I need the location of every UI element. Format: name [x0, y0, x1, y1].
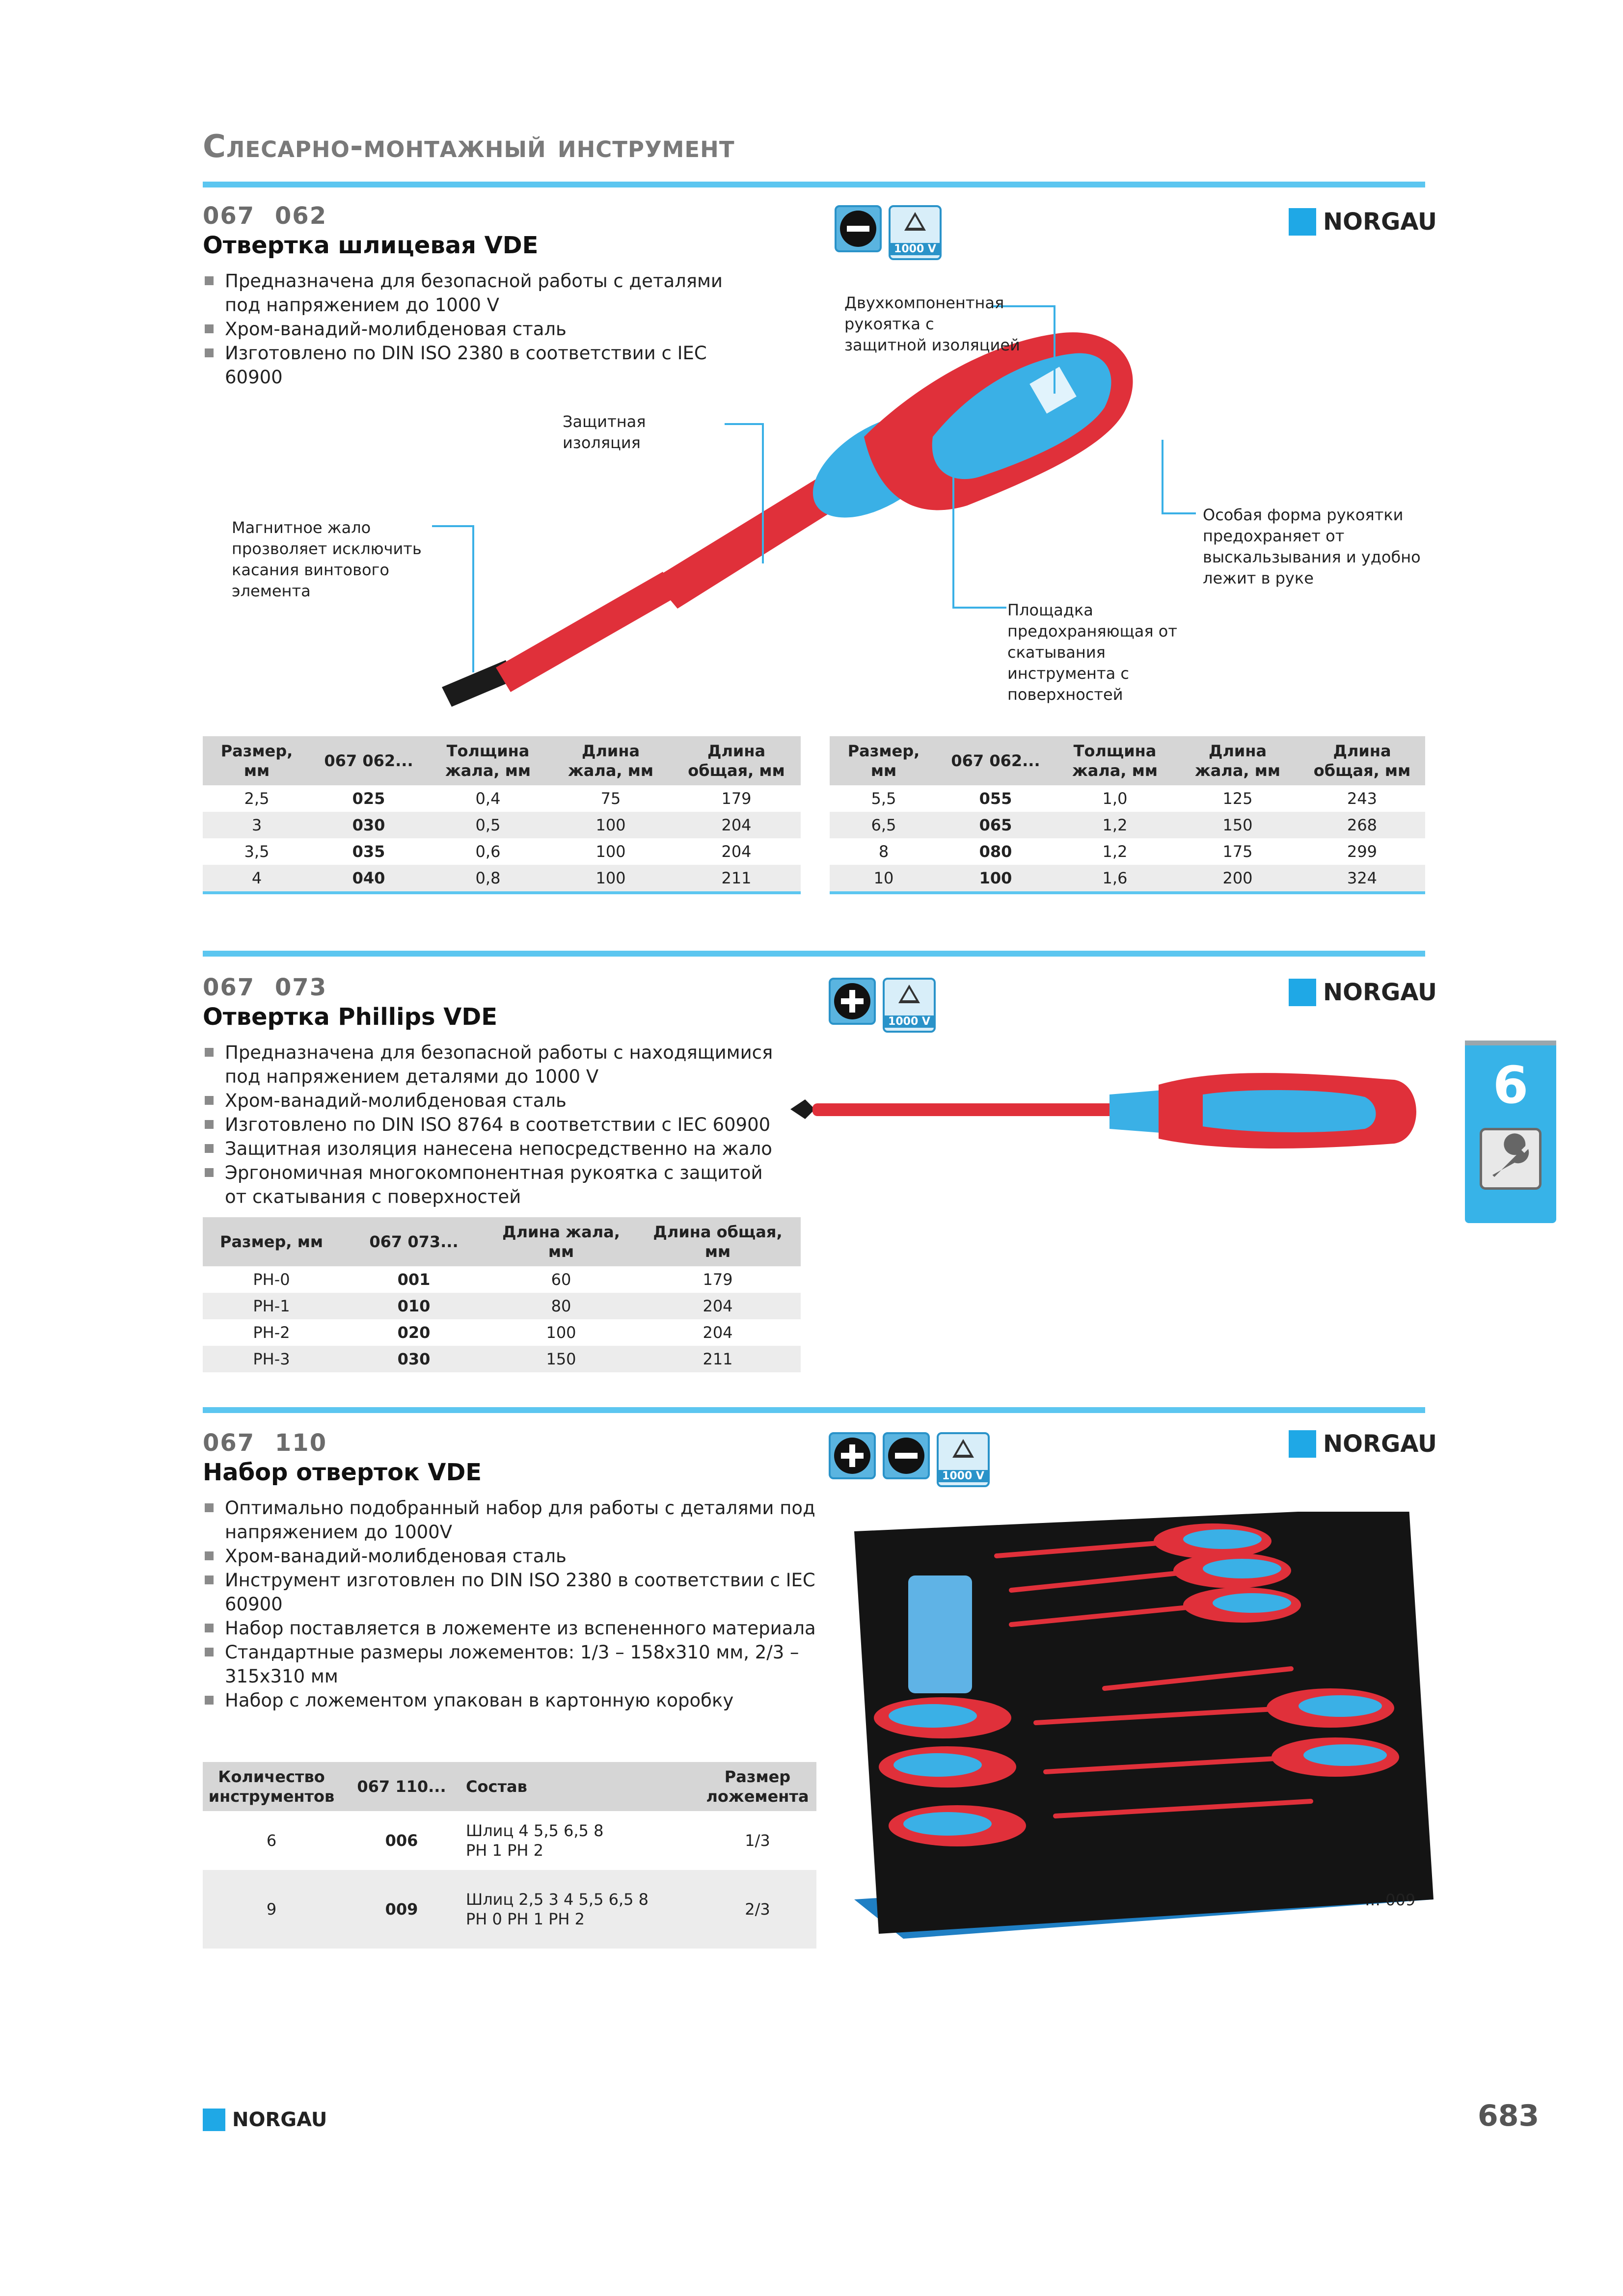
voltage-label: 1000 V	[939, 1470, 988, 1482]
feature-list	[203, 1041, 782, 1209]
table-cell: 040	[311, 865, 427, 893]
column-header: Длина общая, мм	[672, 736, 801, 785]
feature-item: Предназначена для безопасной работы с находящимися под напряжением деталями до 1000 V	[203, 1041, 782, 1089]
callout-line	[952, 461, 954, 609]
table-cell: 175	[1222, 842, 1253, 861]
column-header: Размер, мм	[830, 736, 938, 785]
voltage-icon	[889, 205, 942, 260]
column-header: 067 062...	[938, 736, 1054, 785]
table-cell: 6,5	[830, 812, 938, 838]
brand-square-icon	[203, 2109, 225, 2131]
column-header: 067 073...	[340, 1217, 487, 1266]
table-row	[203, 1293, 801, 1319]
table-cell	[463, 1811, 699, 1870]
brand-square-icon	[1289, 1430, 1316, 1458]
feature-item: Защитная изоляция нанесена непосредственно на жало	[203, 1137, 782, 1161]
callout-tip: Магнитное жало прозволяет исключить касания винтового элемента	[232, 518, 422, 600]
table-cell: 0,6	[475, 842, 501, 861]
table-cell: 80	[487, 1293, 635, 1319]
table-cell: 1,2	[1102, 842, 1128, 861]
spec-table	[203, 1217, 801, 1372]
footer-brand-label: NORGAU	[232, 2109, 327, 2131]
table-cell: 9	[203, 1870, 340, 1949]
column-header: Размер, мм	[203, 1217, 340, 1266]
table-cell: 150	[487, 1346, 635, 1372]
brand-label: NORGAU	[1323, 979, 1437, 1006]
voltage-icon	[883, 978, 936, 1033]
table-row	[203, 1346, 801, 1372]
table-cell: 10	[830, 865, 938, 893]
feature-list	[203, 1496, 821, 1712]
callout-line	[952, 607, 1006, 609]
feature-item: Инструмент изготовлен по DIN ISO 2380 в соответствии с IEC 60900	[203, 1568, 821, 1616]
column-header: Длина жала, мм	[1176, 736, 1299, 785]
table-cell: 211	[672, 865, 801, 893]
feature-item: Хром-ванадий-молибденовая сталь	[203, 317, 743, 341]
callout-line	[472, 525, 474, 672]
callout-line	[432, 525, 474, 527]
table-cell: 010	[340, 1293, 487, 1319]
slot-icon	[835, 205, 882, 252]
icon-group	[829, 978, 936, 1033]
table-cell: 204	[703, 1323, 733, 1342]
table-row	[830, 812, 1425, 838]
table-row	[203, 1870, 816, 1949]
table-header-row	[830, 736, 1425, 785]
brand-logo	[1289, 979, 1437, 1006]
table-cell: 3	[203, 812, 311, 838]
product-title: Отвертка Phillips VDE	[203, 1003, 497, 1031]
composition-line: Шлиц 2,5 3 4 5,5 6,5 8	[466, 1890, 649, 1909]
table-cell: 268	[1299, 812, 1425, 838]
cross-icon	[829, 1432, 876, 1479]
table-cell: 75	[600, 789, 621, 808]
table-cell: 009	[340, 1870, 463, 1949]
table-header-row	[203, 1762, 816, 1811]
callout-line	[762, 423, 764, 563]
table-row	[203, 1266, 801, 1293]
table-cell: 100	[595, 842, 626, 861]
feature-item: Эргономичная многокомпонентная рукоятка с защитой от скатывания с поверхностей	[203, 1161, 782, 1209]
callout-pad: Площадка предохраняющая от скатывания инструмента с поверхностей	[1007, 601, 1177, 704]
callout-handle: Двухкомпонентная рукоятка с защитной изоляцией	[844, 294, 1020, 354]
table-row	[830, 838, 1425, 865]
column-header: Толщина жала, мм	[427, 736, 549, 785]
column-header: Длина общая, мм	[1299, 736, 1425, 785]
table-cell: 030	[311, 812, 427, 838]
table-cell: 2,5	[244, 789, 270, 808]
table-cell: 1,2	[1054, 812, 1176, 838]
feature-item: Хром-ванадий-молибденовая сталь	[203, 1089, 782, 1113]
feature-item: Стандартные размеры ложементов: 1/3 – 158x310 мм, 2/3 – 315x310 мм	[203, 1640, 821, 1688]
column-header: Длина жала, мм	[487, 1217, 635, 1266]
product-title: Отвертка шлицевая VDE	[203, 232, 539, 259]
table-cell: PH-2	[253, 1323, 290, 1342]
table-header-row	[203, 736, 801, 785]
brand-logo	[1289, 1430, 1437, 1458]
table-cell: 100	[546, 1323, 576, 1342]
voltage-icon	[937, 1432, 990, 1487]
callout-line	[1054, 305, 1055, 394]
page-number: 683	[1478, 2099, 1540, 2133]
table-cell: 030	[340, 1346, 487, 1372]
section-rule	[203, 1407, 1425, 1413]
phillips-screwdriver-image	[785, 1055, 1424, 1168]
table-row	[203, 1319, 801, 1346]
column-header: Размер, мм	[203, 736, 311, 785]
cross-icon	[829, 978, 876, 1025]
column-header: Состав	[463, 1762, 699, 1811]
table-cell: 211	[635, 1346, 801, 1372]
slot-icon	[883, 1432, 930, 1479]
table-cell: PH-1	[203, 1293, 340, 1319]
voltage-label: 1000 V	[891, 243, 940, 255]
wrench-icon	[1480, 1128, 1542, 1190]
chapter-number: 6	[1492, 1055, 1529, 1115]
column-header: Длина общая, мм	[635, 1217, 801, 1266]
feature-item: Изготовлено по DIN ISO 2380 в соответствии с IEC 60900	[203, 341, 743, 389]
table-row	[830, 865, 1425, 893]
table-cell: PH-3	[203, 1346, 340, 1372]
table-cell: 200	[1176, 865, 1299, 893]
feature-item: Изготовлено по DIN ISO 8764 в соответствии с IEC 60900	[203, 1113, 782, 1137]
table-cell: 3,5	[244, 842, 270, 861]
table-cell	[463, 1870, 699, 1949]
table-cell: 001	[397, 1270, 431, 1289]
table-cell: 60	[551, 1270, 571, 1289]
callout-line	[725, 423, 764, 425]
header-rule	[203, 182, 1425, 187]
table-cell: 025	[352, 789, 385, 808]
table-row	[830, 785, 1425, 812]
table-cell: 0,5	[427, 812, 549, 838]
table-cell: 100	[549, 865, 672, 893]
table-row	[203, 812, 801, 838]
table-cell: 179	[703, 1270, 733, 1289]
brand-square-icon	[1289, 208, 1316, 236]
spec-table-right	[830, 736, 1425, 894]
table-row	[203, 865, 801, 893]
column-header: Толщина жала, мм	[1054, 736, 1176, 785]
table-cell: PH-0	[253, 1270, 290, 1289]
product-code: 067 062	[203, 202, 327, 230]
table-cell: 8	[878, 842, 889, 861]
table-cell: 150	[1176, 812, 1299, 838]
icon-group	[829, 1432, 990, 1487]
table-cell: 080	[979, 842, 1012, 861]
table-cell: 5,5	[871, 789, 896, 808]
brand-square-icon	[1289, 979, 1316, 1006]
table-cell: 299	[1347, 842, 1378, 861]
product-code: 067 110	[203, 1429, 327, 1457]
callout-line	[1162, 440, 1163, 514]
composition-line: PH 0 PH 1 PH 2	[466, 1910, 585, 1928]
brand-label: NORGAU	[1323, 1430, 1437, 1458]
feature-item: Оптимально подобранный набор для работы с деталями под напряжением до 1000V	[203, 1496, 821, 1544]
column-header: Размер ложемента	[699, 1762, 816, 1811]
table-cell: 065	[938, 812, 1054, 838]
column-header: 067 062...	[311, 736, 427, 785]
feature-item: Набор поставляется в ложементе из вспененного материала	[203, 1616, 821, 1640]
icon-group	[835, 205, 942, 260]
composition-line: PH 1 PH 2	[466, 1841, 543, 1860]
table-cell: 204	[672, 812, 801, 838]
column-header: Длина жала, мм	[549, 736, 672, 785]
brand-logo	[1289, 208, 1437, 236]
table-cell: 6	[266, 1831, 277, 1850]
table-cell: 020	[397, 1323, 431, 1342]
table-cell: 0,4	[475, 789, 501, 808]
image-caption: … 009	[1365, 1891, 1416, 1909]
feature-item: Набор с ложементом упакован в картонную коробку	[203, 1688, 821, 1712]
callout-grip: Особая форма рукоятки предохраняет от выскальзывания и удобно лежит в руке	[1203, 506, 1421, 587]
table-header-row	[203, 1217, 801, 1266]
voltage-label: 1000 V	[885, 1015, 934, 1028]
spec-table-left	[203, 736, 801, 894]
table-row	[203, 785, 801, 812]
table-row	[203, 1811, 816, 1870]
table-cell: 1/3	[745, 1831, 770, 1850]
table-cell: 1,0	[1102, 789, 1128, 808]
product-title: Набор отверток VDE	[203, 1459, 482, 1486]
table-cell: 100	[938, 865, 1054, 893]
table-cell: 1,6	[1054, 865, 1176, 893]
column-header: Количество инструментов	[203, 1762, 340, 1811]
table-cell: 055	[979, 789, 1012, 808]
set-table	[203, 1762, 816, 1949]
table-cell: 0,8	[427, 865, 549, 893]
callout-line	[1162, 512, 1196, 514]
table-cell: 204	[635, 1293, 801, 1319]
table-cell: 006	[385, 1831, 418, 1850]
table-cell: 179	[721, 789, 752, 808]
footer-brand	[203, 2109, 327, 2131]
callout-insulation: Защитная изоляция	[563, 412, 646, 452]
composition-line: Шлиц 4 5,5 6,5 8	[466, 1821, 604, 1840]
table-cell: 125	[1222, 789, 1253, 808]
table-cell: 100	[549, 812, 672, 838]
table-cell: 4	[203, 865, 311, 893]
feature-item: Хром-ванадий-молибденовая сталь	[203, 1544, 821, 1568]
table-cell: 243	[1347, 789, 1378, 808]
brand-label: NORGAU	[1323, 208, 1437, 236]
column-header: 067 110...	[340, 1762, 463, 1811]
feature-item: Предназначена для безопасной работы с деталями под напряжением до 1000 V	[203, 269, 743, 317]
table-cell: 035	[352, 842, 385, 861]
section-rule	[203, 951, 1425, 957]
screwdriver-set-image	[849, 1512, 1438, 1939]
product-code: 067 073	[203, 974, 327, 1001]
table-cell: 324	[1299, 865, 1425, 893]
table-row	[203, 838, 801, 865]
page-title: Слесарно-монтажный инструмент	[203, 129, 735, 165]
table-cell: 2/3	[699, 1870, 816, 1949]
table-cell: 204	[721, 842, 752, 861]
chapter-tab[interactable]	[1465, 1041, 1556, 1223]
